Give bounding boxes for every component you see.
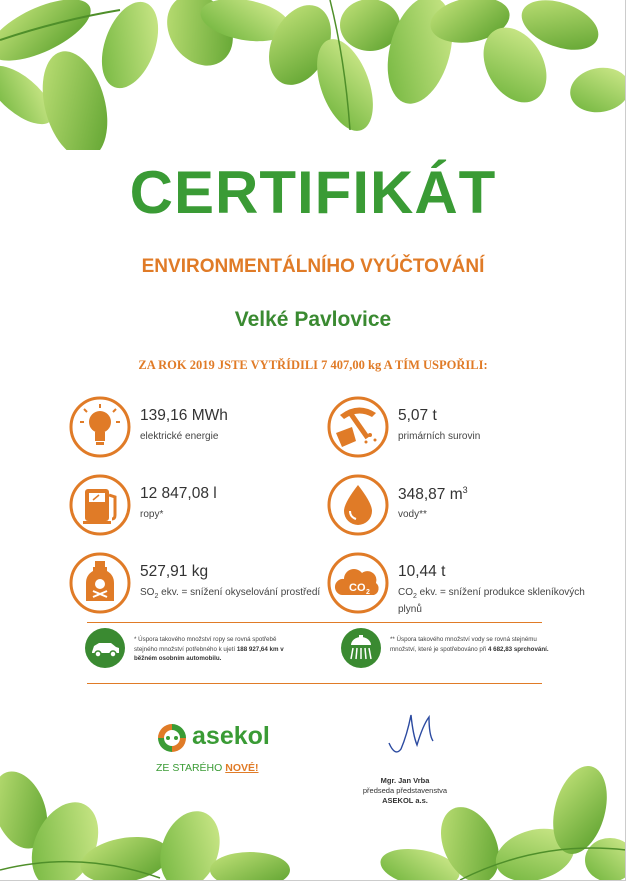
stat-label — [398, 586, 598, 616]
stat-label-subscript: 2 — [413, 593, 417, 600]
signer-company: ASEKOL a.s. — [382, 796, 428, 805]
stat-value-superscript: 3 — [462, 485, 468, 495]
stat-label: elektrické energie — [140, 431, 219, 442]
summary-line: ZA ROK 2019 JSTE VYTŘÍDILI 7 407,00 kg A TÍM USPOŘILI: — [138, 358, 488, 372]
stat-value: 527,91 kg — [140, 563, 209, 580]
note-text — [390, 635, 550, 654]
co2-cloud-icon — [326, 551, 390, 615]
stat-raw-materials — [326, 395, 596, 475]
brand-prefix: as — [192, 722, 220, 750]
stat-label — [140, 586, 340, 603]
stat-label: ropy* — [140, 509, 164, 520]
certificate-subtitle: ENVIRONMENTÁLNÍHO VYÚČTOVÁNÍ — [141, 256, 485, 277]
stat-label-post: ekv. = snížení okyselování prostředí — [158, 587, 321, 598]
separator-bottom — [87, 683, 542, 684]
stat-water — [326, 473, 596, 553]
signature-graphic — [383, 705, 443, 765]
stat-value: 10,44 t — [398, 563, 446, 580]
brand-suffix: ekol — [219, 722, 270, 750]
leaves-bottom-decoration — [0, 740, 626, 880]
shower-icon — [340, 627, 382, 669]
fuel-pump-icon — [68, 473, 132, 537]
lightbulb-icon — [68, 395, 132, 459]
stat-value: 139,16 MWh — [140, 407, 228, 424]
stat-oil — [68, 473, 338, 553]
stat-label-pre: SO — [140, 587, 155, 598]
tagline-text: ZE STARÉHO — [156, 762, 226, 774]
note-text-bold: 188 927,64 km v běžném osobním automobilu. — [134, 645, 284, 662]
tagline-highlight: NOVÉ! — [225, 762, 259, 774]
note-text — [134, 635, 294, 664]
stat-label-pre: CO — [398, 587, 413, 598]
car-icon — [84, 627, 126, 669]
stat-so2 — [68, 551, 338, 631]
note-text-main: ** Úspora takového množství vody se rovná stejnému množství, které je spotřebováno při — [390, 636, 537, 653]
note-text-main: * Úspora takového množství ropy se rovná spotřebě stejného množství potřebného k ujetí — [134, 636, 277, 653]
toxic-bottle-icon — [68, 551, 132, 615]
stat-co2 — [326, 551, 596, 631]
note-text-bold: 4 682,83 sprchování. — [488, 645, 549, 653]
svg-text:CO: CO — [349, 582, 366, 594]
signer-block — [330, 776, 480, 806]
leaves-top-decoration — [0, 0, 626, 150]
stat-label-subscript: 2 — [154, 593, 159, 600]
stat-label: vody** — [398, 509, 427, 520]
mining-pick-icon — [326, 395, 390, 459]
stat-label-post: ekv. = snížení produkce skleníkových plynů — [398, 587, 585, 615]
svg-text:2: 2 — [366, 589, 370, 596]
water-drop-icon — [326, 473, 390, 537]
signer-role: předseda představenstva — [362, 786, 448, 795]
certificate-title: CERTIFIKÁT — [129, 159, 497, 226]
stat-value-main: 348,87 m — [398, 486, 463, 504]
brand-name — [192, 722, 270, 751]
stat-value — [398, 485, 468, 504]
stat-value: 5,07 t — [398, 407, 437, 424]
signer-name: Mgr. Jan Vrba — [380, 776, 430, 785]
stat-value: 12 847,08 l — [140, 485, 217, 502]
city-name: Velké Pavlovice — [234, 308, 392, 331]
recycle-icon — [156, 722, 188, 754]
separator-top — [87, 622, 542, 623]
stat-label: primárních surovin — [398, 431, 481, 442]
brand-tagline — [156, 762, 259, 774]
asekol-logo — [156, 718, 286, 778]
stat-electricity — [68, 395, 338, 475]
